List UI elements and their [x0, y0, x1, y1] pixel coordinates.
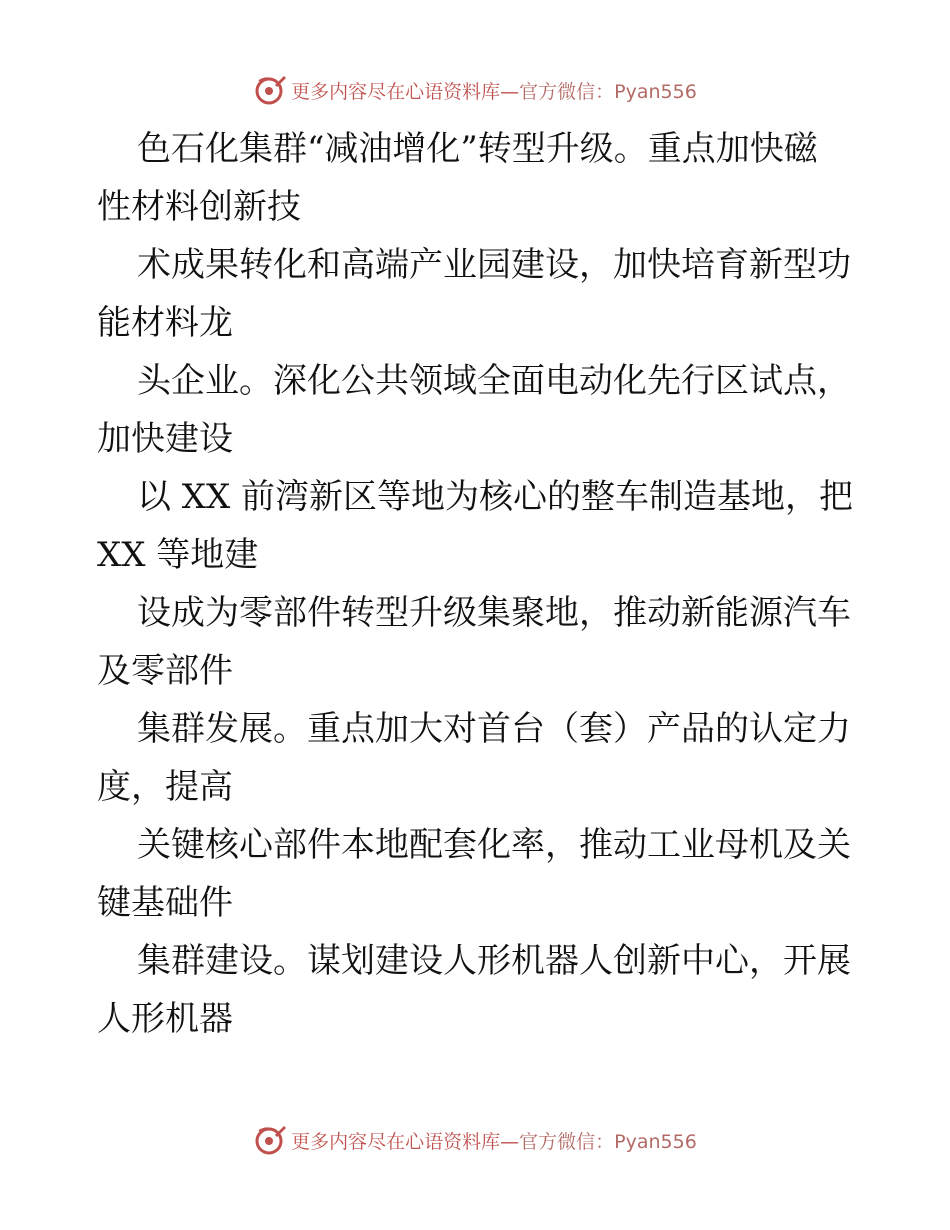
- paragraph-line: 色石化集群“减油增化”转型升级。重点加快磁: [137, 129, 818, 169]
- paragraph-line: XX 等地建: [97, 535, 259, 575]
- footer-wechat-id: 官方微信：Pyan556: [519, 1130, 697, 1153]
- paragraph-line: 设成为零部件转型升级集聚地，推动新能源汽车: [137, 593, 851, 633]
- paragraph: [97, 352, 867, 468]
- paragraph-line: 加快建设: [97, 419, 233, 459]
- footer-banner-label: 更多内容尽在心语资料库—: [291, 1130, 520, 1153]
- paragraph-line: 能材料龙: [97, 303, 233, 343]
- pen-circle-logo-icon: [253, 73, 287, 107]
- paragraph-line: 头企业。深化公共领域全面电动化先行区试点，: [137, 361, 851, 401]
- header-banner: [0, 70, 950, 110]
- paragraph-line: 人形机器: [97, 999, 233, 1039]
- footer-banner: [0, 1120, 950, 1160]
- paragraph-line: 及零部件: [97, 651, 233, 691]
- paragraph-line: 度，提高: [97, 767, 233, 807]
- paragraph-line: 以 XX 前湾新区等地为核心的整车制造基地，把: [137, 477, 854, 517]
- paragraph: [97, 236, 867, 352]
- document-body: [97, 120, 867, 1048]
- header-banner-text: [291, 77, 697, 104]
- paragraph: [97, 468, 867, 584]
- pen-circle-logo-icon: [253, 1123, 287, 1157]
- paragraph-line: 键基础件: [97, 883, 233, 923]
- header-banner-label: 更多内容尽在心语资料库—: [291, 80, 520, 103]
- paragraph: [97, 816, 867, 932]
- paragraph-line: 关键核心部件本地配套化率，推动工业母机及关: [137, 825, 851, 865]
- paragraph-line: 集群发展。重点加大对首台（套）产品的认定力: [137, 709, 851, 749]
- paragraph: [97, 120, 867, 236]
- paragraph: [97, 584, 867, 700]
- paragraph: [97, 932, 867, 1048]
- paragraph: [97, 700, 867, 816]
- paragraph-line: 术成果转化和高端产业园建设，加快培育新型功: [137, 245, 851, 285]
- paragraph-line: 性材料创新技: [97, 187, 301, 227]
- footer-banner-text: [291, 1127, 697, 1154]
- paragraph-line: 集群建设。谋划建设人形机器人创新中心，开展: [137, 941, 851, 981]
- header-wechat-id: 官方微信：Pyan556: [519, 80, 697, 103]
